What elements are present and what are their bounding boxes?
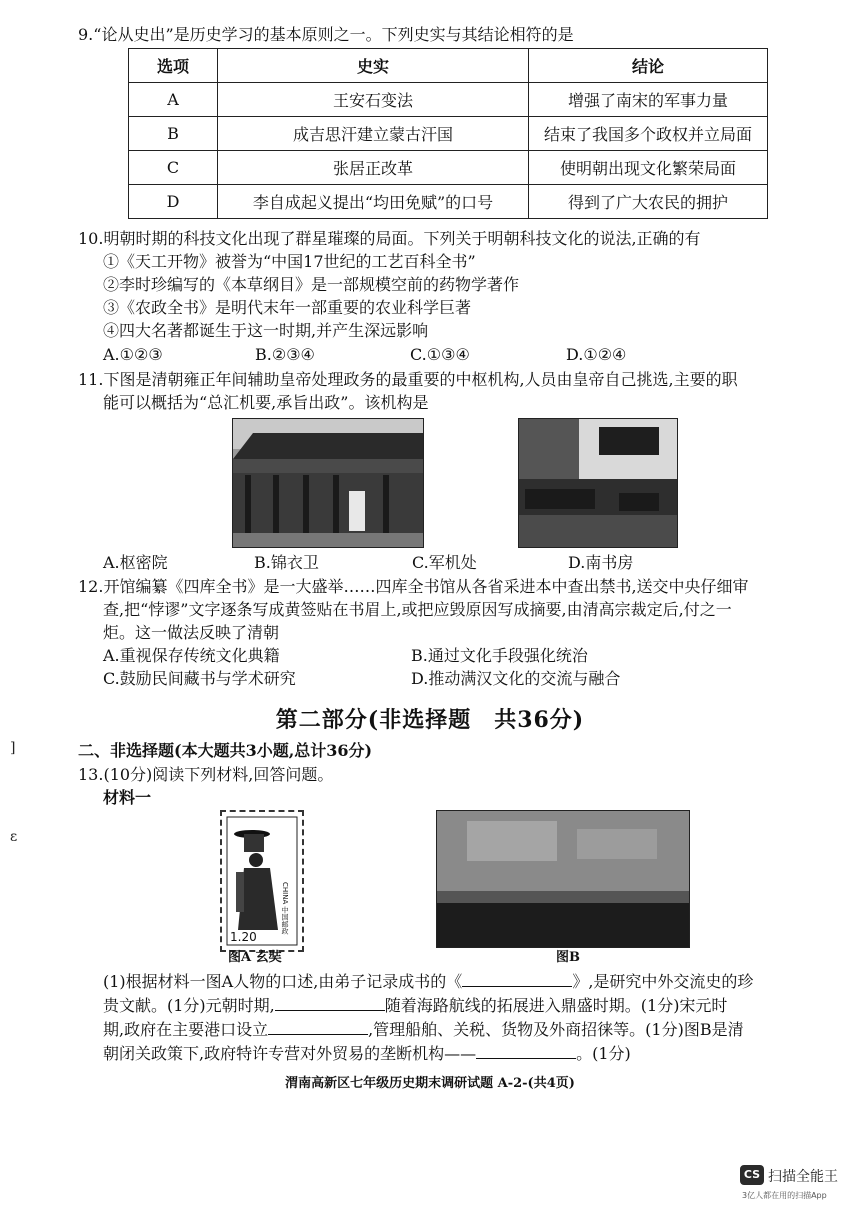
q13-line4 bbox=[103, 1042, 631, 1065]
option-a: A.重视保存传统文化典籍 bbox=[103, 646, 280, 665]
option-c: C.军机处 bbox=[412, 553, 477, 572]
margin-mark: ɛ bbox=[10, 829, 18, 845]
material-label: 材料一 bbox=[103, 788, 152, 807]
option-d: D.推动满汉文化的交流与融合 bbox=[411, 669, 621, 688]
answer-blank[interactable] bbox=[275, 994, 385, 1011]
margin-mark: ] bbox=[10, 740, 16, 756]
table-header-row bbox=[129, 49, 768, 83]
text-segment: 随着海路航线的拓展进入鼎盛时期。(1分)宋元时 bbox=[384, 996, 728, 1015]
table-cell: 张居正改革 bbox=[218, 151, 529, 185]
option-a: A.①②③ bbox=[103, 345, 163, 364]
column-header: 史实 bbox=[218, 49, 529, 83]
option-c: C.鼓励民间藏书与学术研究 bbox=[103, 669, 296, 688]
answer-blank[interactable] bbox=[462, 970, 572, 987]
table-cell: 结束了我国多个政权并立局面 bbox=[529, 117, 768, 151]
table-cell: 李自成起义提出“均田免赋”的口号 bbox=[218, 185, 529, 219]
q13-line3 bbox=[103, 1018, 744, 1041]
text-segment: ,管理船舶、关税、货物及外商招徕等。(1分)图B是清 bbox=[368, 1020, 744, 1039]
text-segment: 》,是研究中外交流史的珍 bbox=[572, 972, 754, 991]
text-segment: (1)根据材料一图A人物的口述,由弟子记录成书的《 bbox=[103, 972, 463, 991]
q13-line2 bbox=[103, 994, 727, 1017]
column-header: 结论 bbox=[529, 49, 768, 83]
table-cell: B bbox=[129, 117, 218, 151]
table-cell: 成吉思汗建立蒙古汗国 bbox=[218, 117, 529, 151]
option-d: D.①②④ bbox=[566, 345, 627, 364]
text-segment: 朝闭关政策下,政府特许专营对外贸易的垄断机构—— bbox=[103, 1044, 477, 1063]
column-header: 选项 bbox=[129, 49, 218, 83]
option-c: C.①③④ bbox=[410, 345, 470, 364]
q10-item: ②李时珍编写的《本草纲目》是一部规模空前的药物学著作 bbox=[103, 275, 520, 294]
table-row bbox=[129, 83, 768, 117]
answer-blank[interactable] bbox=[268, 1018, 368, 1035]
q13-stem: 13.(10分)阅读下列材料,回答问题。 bbox=[78, 765, 334, 784]
text-segment: 。(1分) bbox=[576, 1044, 631, 1063]
table-cell: 使明朝出现文化繁荣局面 bbox=[529, 151, 768, 185]
option-b: B.②③④ bbox=[255, 345, 315, 364]
building-interior-photo bbox=[518, 418, 678, 548]
q12-stem-line3: 炬。这一做法反映了清朝 bbox=[103, 623, 280, 642]
table-cell: 增强了南宋的军事力量 bbox=[529, 83, 768, 117]
scanner-logo-icon: CS bbox=[740, 1165, 764, 1185]
scanner-tagline: 3亿人都在用的扫描App bbox=[742, 1191, 827, 1200]
q9-table bbox=[128, 48, 768, 219]
q11-stem-line1: 11.下图是清朝雍正年间辅助皇帝处理政务的最重要的中枢机构,人员由皇帝自己挑选,主要的职 bbox=[78, 370, 738, 389]
option-d: D.南书房 bbox=[568, 553, 634, 572]
table-cell: 得到了广大农民的拥护 bbox=[529, 185, 768, 219]
table-cell: A bbox=[129, 83, 218, 117]
text-segment: 期,政府在主要港口设立 bbox=[103, 1020, 269, 1039]
table-row bbox=[129, 117, 768, 151]
q12-stem-line2: 查,把“悖谬”文字逐条写成黄签贴在书眉上,或把应毁原因写成摘要,由清高宗裁定后,付之一 bbox=[103, 600, 732, 619]
table-row bbox=[129, 151, 768, 185]
stamp-value: 1.20 bbox=[230, 930, 257, 944]
q10-item: ④四大名著都诞生于这一时期,并产生深远影响 bbox=[103, 321, 429, 340]
scanner-name: 扫描全能王 bbox=[768, 1169, 838, 1185]
q10-item: ③《农政全书》是明代末年一部重要的农业科学巨著 bbox=[103, 298, 472, 317]
q13-line1 bbox=[103, 970, 753, 993]
part2-heading: 二、非选择题(本大题共3小题,总计36分) bbox=[78, 741, 373, 760]
page-footer: 渭南高新区七年级历史期末调研试题 A-2-(共4页) bbox=[285, 1076, 575, 1091]
stamp-figure bbox=[220, 810, 304, 952]
table-cell: D bbox=[129, 185, 218, 219]
q11-stem-line2: 能可以概括为“总汇机要,承旨出政”。该机构是 bbox=[103, 393, 429, 412]
table-cell: C bbox=[129, 151, 218, 185]
fig-b-caption: 图B bbox=[556, 950, 580, 965]
q12-stem-line1: 12.开馆编纂《四库全书》是一大盛举……四库全书馆从各省采进本中查出禁书,送交中央仔细审 bbox=[78, 577, 749, 596]
option-a: A.枢密院 bbox=[103, 553, 168, 572]
building-exterior-photo bbox=[232, 418, 424, 548]
part2-title: 第二部分(非选择题 共36分) bbox=[275, 707, 585, 733]
q10-item: ①《天工开物》被誉为“中国17世纪的工艺百科全书” bbox=[103, 252, 476, 271]
q10-stem: 10.明朝时期的科技文化出现了群星璀璨的局面。下列关于明朝科技文化的说法,正确的有 bbox=[78, 229, 701, 248]
stamp-country: CHINA 中国邮政 bbox=[281, 882, 289, 935]
option-b: B.通过文化手段强化统治 bbox=[411, 646, 588, 665]
q9-stem: 9.“论从史出”是历史学习的基本原则之一。下列史实与其结论相符的是 bbox=[78, 25, 574, 44]
fig-a-caption: 图A 玄奘 bbox=[228, 950, 282, 965]
table-cell: 王安石变法 bbox=[218, 83, 529, 117]
trade-house-photo bbox=[436, 810, 690, 948]
table-row bbox=[129, 185, 768, 219]
text-segment: 贵文献。(1分)元朝时期, bbox=[103, 996, 275, 1015]
option-b: B.锦衣卫 bbox=[254, 553, 319, 572]
answer-blank[interactable] bbox=[476, 1042, 576, 1059]
